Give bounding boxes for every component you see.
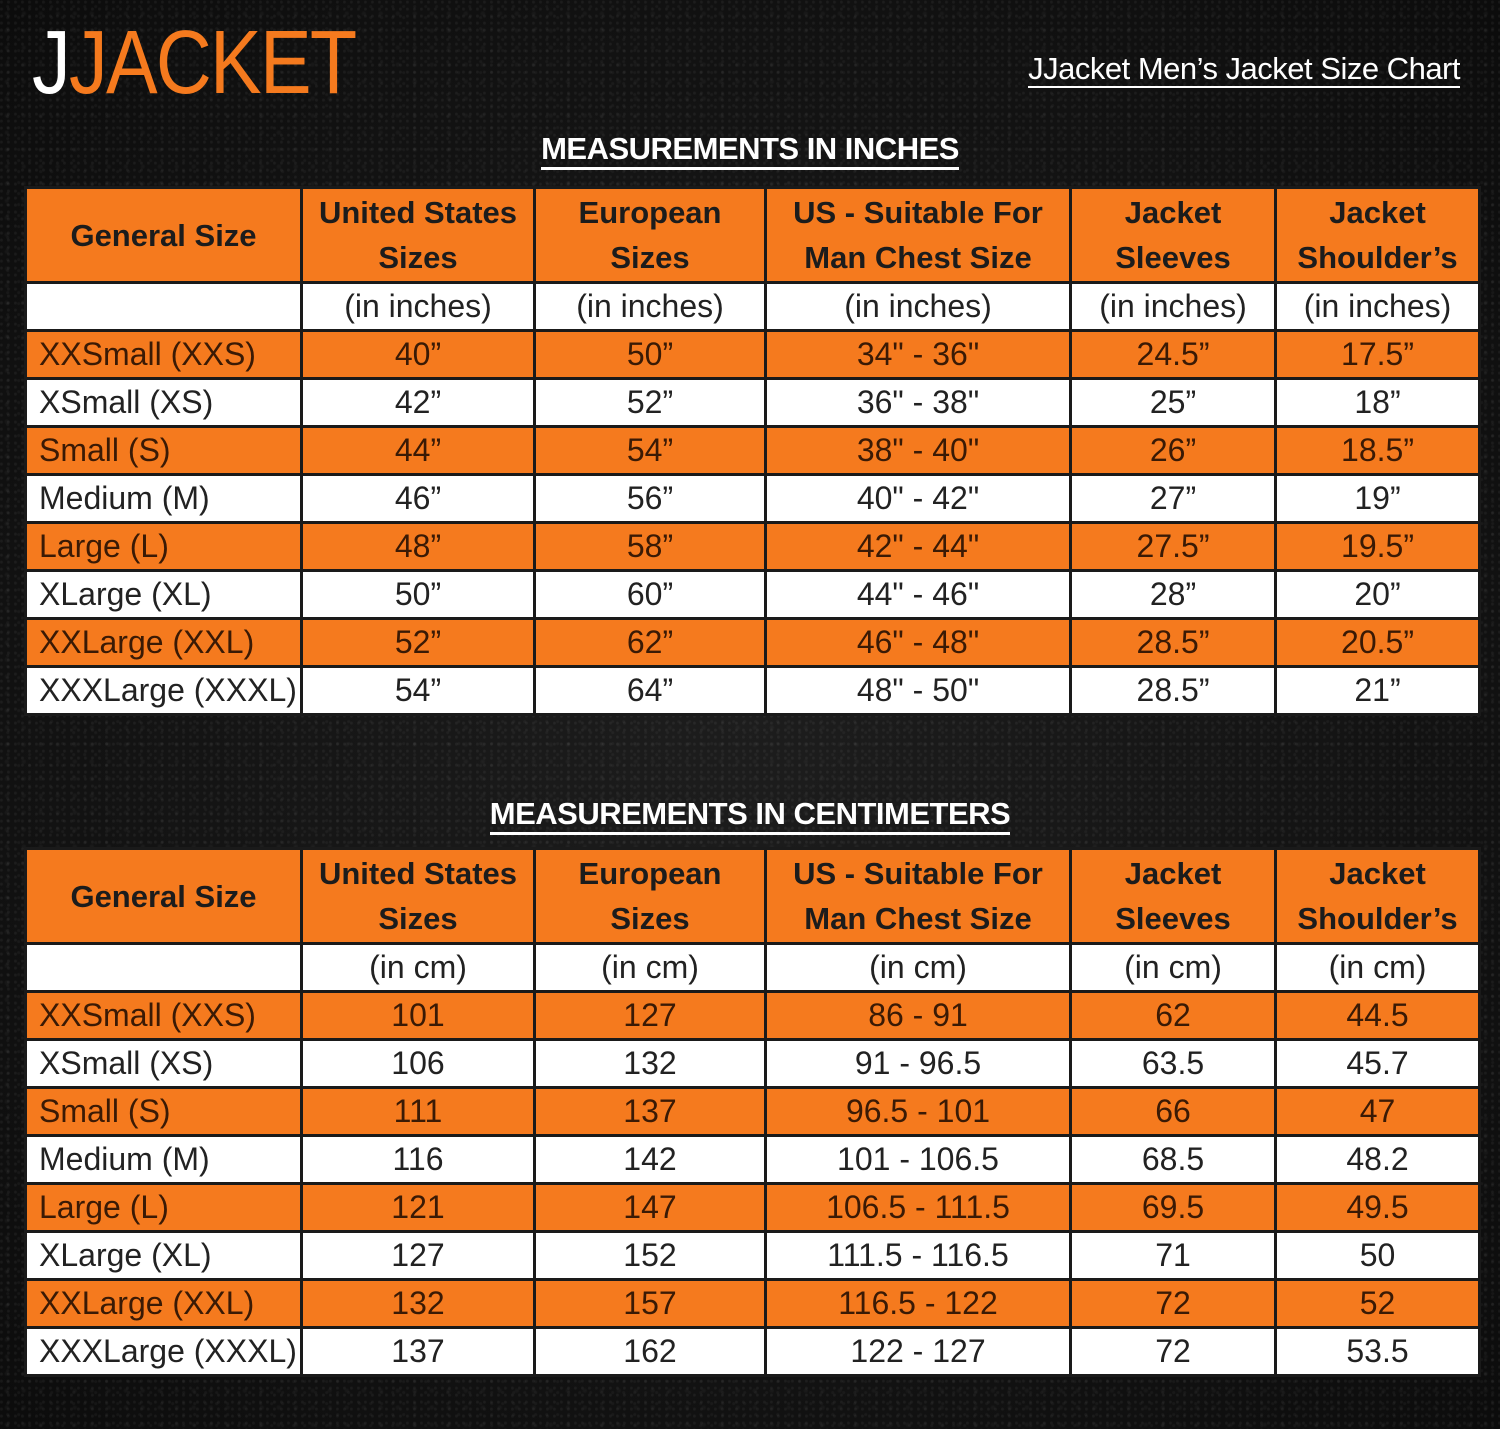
column-header-line-1: US - Suitable For xyxy=(793,856,1043,891)
unit-row xyxy=(26,283,1480,331)
unit-cell: (in cm) xyxy=(535,944,766,992)
unit-cell: (in cm) xyxy=(1071,944,1276,992)
column-header-line-1: General Size xyxy=(70,217,257,253)
column-header-line-2: Man Chest Size xyxy=(804,901,1032,936)
header-row xyxy=(26,188,1480,283)
measurement-cell: 28” xyxy=(1071,571,1276,619)
table-row xyxy=(26,475,1480,523)
measurement-cell: 52” xyxy=(302,619,535,667)
column-header-line-2: Sizes xyxy=(610,240,690,275)
measurement-cell: 48.2 xyxy=(1276,1136,1480,1184)
column-header-line-2: Sizes xyxy=(378,240,458,275)
measurement-cell: 68.5 xyxy=(1071,1136,1276,1184)
size-name-cell: XXXLarge (XXXL) xyxy=(26,667,302,715)
measurement-cell: 20” xyxy=(1276,571,1480,619)
measurement-cell: 48” xyxy=(302,523,535,571)
measurement-cell: 96.5 - 101 xyxy=(766,1088,1071,1136)
measurement-cell: 44.5 xyxy=(1276,992,1480,1040)
table-row xyxy=(26,667,1480,715)
table-row xyxy=(26,1232,1480,1280)
column-header xyxy=(26,849,302,944)
measurement-cell: 66 xyxy=(1071,1088,1276,1136)
size-name-cell: XSmall (XS) xyxy=(26,379,302,427)
measurement-cell: 19” xyxy=(1276,475,1480,523)
column-header-line-2: Shoulder’s xyxy=(1297,901,1458,936)
measurement-cell: 72 xyxy=(1071,1280,1276,1328)
table-row xyxy=(26,331,1480,379)
unit-row xyxy=(26,944,1480,992)
measurement-cell: 62 xyxy=(1071,992,1276,1040)
measurement-cell: 52 xyxy=(1276,1280,1480,1328)
unit-cell: (in inches) xyxy=(302,283,535,331)
measurement-cell: 54” xyxy=(535,427,766,475)
measurement-cell: 62” xyxy=(535,619,766,667)
measurement-cell: 26” xyxy=(1071,427,1276,475)
measurement-cell: 111 xyxy=(302,1088,535,1136)
measurement-cell: 91 - 96.5 xyxy=(766,1040,1071,1088)
measurement-cell: 116 xyxy=(302,1136,535,1184)
measurement-cell: 50 xyxy=(1276,1232,1480,1280)
measurement-cell: 20.5” xyxy=(1276,619,1480,667)
measurement-cell: 53.5 xyxy=(1276,1328,1480,1376)
column-header-line-2: Sleeves xyxy=(1115,240,1231,275)
measurement-cell: 46" - 48" xyxy=(766,619,1071,667)
column-header-line-1: United States xyxy=(318,856,518,891)
measurement-cell: 157 xyxy=(535,1280,766,1328)
measurement-cell: 58” xyxy=(535,523,766,571)
size-name-cell: Medium (M) xyxy=(26,1136,302,1184)
cm-heading-text: MEASUREMENTS IN CENTIMETERS xyxy=(490,796,1010,835)
column-header-line-1: European xyxy=(578,195,722,230)
measurement-cell: 122 - 127 xyxy=(766,1328,1071,1376)
size-name-cell: XXXLarge (XXXL) xyxy=(26,1328,302,1376)
measurement-cell: 45.7 xyxy=(1276,1040,1480,1088)
table-row xyxy=(26,1088,1480,1136)
column-header-line-1: General Size xyxy=(70,878,257,914)
measurement-cell: 147 xyxy=(535,1184,766,1232)
measurement-cell: 36" - 38" xyxy=(766,379,1071,427)
measurement-cell: 72 xyxy=(1071,1328,1276,1376)
measurement-cell: 21” xyxy=(1276,667,1480,715)
inches-size-table xyxy=(24,186,1481,716)
unit-cell: (in cm) xyxy=(1276,944,1480,992)
measurement-cell: 40” xyxy=(302,331,535,379)
column-header xyxy=(302,188,535,283)
measurement-cell: 18” xyxy=(1276,379,1480,427)
inches-section-heading xyxy=(0,131,1500,167)
column-header xyxy=(26,188,302,283)
measurement-cell: 101 xyxy=(302,992,535,1040)
table-row xyxy=(26,1040,1480,1088)
measurement-cell: 132 xyxy=(302,1280,535,1328)
header-row xyxy=(26,849,1480,944)
column-header xyxy=(535,188,766,283)
table-row xyxy=(26,1136,1480,1184)
measurement-cell: 111.5 - 116.5 xyxy=(766,1232,1071,1280)
column-header-line-1: Jacket xyxy=(1329,195,1426,230)
measurement-cell: 60” xyxy=(535,571,766,619)
column-header xyxy=(535,849,766,944)
table-row xyxy=(26,1280,1480,1328)
unit-cell-empty xyxy=(26,944,302,992)
measurement-cell: 54” xyxy=(302,667,535,715)
column-header xyxy=(766,849,1071,944)
column-header xyxy=(766,188,1071,283)
measurement-cell: 48" - 50" xyxy=(766,667,1071,715)
unit-cell: (in cm) xyxy=(302,944,535,992)
column-header xyxy=(302,849,535,944)
unit-cell-empty xyxy=(26,283,302,331)
measurement-cell: 27” xyxy=(1071,475,1276,523)
column-header-line-2: Man Chest Size xyxy=(804,240,1032,275)
measurement-cell: 132 xyxy=(535,1040,766,1088)
measurement-cell: 56” xyxy=(535,475,766,523)
size-name-cell: Small (S) xyxy=(26,1088,302,1136)
measurement-cell: 24.5” xyxy=(1071,331,1276,379)
measurement-cell: 52” xyxy=(535,379,766,427)
measurement-cell: 28.5” xyxy=(1071,667,1276,715)
measurement-cell: 34" - 36" xyxy=(766,331,1071,379)
table-row xyxy=(26,619,1480,667)
measurement-cell: 162 xyxy=(535,1328,766,1376)
measurement-cell: 47 xyxy=(1276,1088,1480,1136)
measurement-cell: 127 xyxy=(302,1232,535,1280)
table-row xyxy=(26,523,1480,571)
measurement-cell: 44” xyxy=(302,427,535,475)
measurement-cell: 116.5 - 122 xyxy=(766,1280,1071,1328)
measurement-cell: 152 xyxy=(535,1232,766,1280)
column-header-line-1: Jacket xyxy=(1124,856,1222,891)
measurement-cell: 44" - 46" xyxy=(766,571,1071,619)
measurement-cell: 40" - 42" xyxy=(766,475,1071,523)
column-header-line-1: United States xyxy=(318,195,518,230)
measurement-cell: 27.5” xyxy=(1071,523,1276,571)
measurement-cell: 25” xyxy=(1071,379,1276,427)
measurement-cell: 121 xyxy=(302,1184,535,1232)
column-header xyxy=(1071,849,1276,944)
measurement-cell: 106 xyxy=(302,1040,535,1088)
size-name-cell: Small (S) xyxy=(26,427,302,475)
table-row xyxy=(26,1328,1480,1376)
measurement-cell: 28.5” xyxy=(1071,619,1276,667)
unit-cell: (in cm) xyxy=(766,944,1071,992)
table-row xyxy=(26,992,1480,1040)
logo-part-1: J xyxy=(32,13,69,113)
column-header-line-1: Jacket xyxy=(1124,195,1222,230)
measurement-cell: 101 - 106.5 xyxy=(766,1136,1071,1184)
unit-cell: (in inches) xyxy=(535,283,766,331)
cm-section-heading xyxy=(0,796,1500,832)
unit-cell: (in inches) xyxy=(1071,283,1276,331)
cm-size-table xyxy=(24,847,1481,1377)
measurement-cell: 86 - 91 xyxy=(766,992,1071,1040)
measurement-cell: 69.5 xyxy=(1071,1184,1276,1232)
column-header xyxy=(1276,849,1480,944)
measurement-cell: 50” xyxy=(535,331,766,379)
measurement-cell: 42" - 44" xyxy=(766,523,1071,571)
measurement-cell: 137 xyxy=(535,1088,766,1136)
chart-title: JJacket Men’s Jacket Size Chart xyxy=(1028,51,1460,86)
size-name-cell: Large (L) xyxy=(26,1184,302,1232)
measurement-cell: 18.5” xyxy=(1276,427,1480,475)
size-name-cell: Medium (M) xyxy=(26,475,302,523)
size-name-cell: XSmall (XS) xyxy=(26,1040,302,1088)
measurement-cell: 19.5” xyxy=(1276,523,1480,571)
unit-cell: (in inches) xyxy=(766,283,1071,331)
size-name-cell: XXLarge (XXL) xyxy=(26,1280,302,1328)
size-name-cell: XXSmall (XXS) xyxy=(26,331,302,379)
column-header xyxy=(1071,188,1276,283)
measurement-cell: 17.5” xyxy=(1276,331,1480,379)
column-header xyxy=(1276,188,1480,283)
measurement-cell: 64” xyxy=(535,667,766,715)
measurement-cell: 46” xyxy=(302,475,535,523)
column-header-line-2: Sizes xyxy=(610,901,690,936)
measurement-cell: 137 xyxy=(302,1328,535,1376)
size-name-cell: XXLarge (XXL) xyxy=(26,619,302,667)
column-header-line-2: Sizes xyxy=(378,901,458,936)
size-name-cell: Large (L) xyxy=(26,523,302,571)
column-header-line-1: Jacket xyxy=(1329,856,1426,891)
measurement-cell: 38" - 40" xyxy=(766,427,1071,475)
brand-logo xyxy=(32,13,356,113)
size-name-cell: XXSmall (XXS) xyxy=(26,992,302,1040)
table-row xyxy=(26,1184,1480,1232)
table-row xyxy=(26,379,1480,427)
measurement-cell: 71 xyxy=(1071,1232,1276,1280)
column-header-line-2: Shoulder’s xyxy=(1297,240,1458,275)
measurement-cell: 142 xyxy=(535,1136,766,1184)
column-header-line-1: US - Suitable For xyxy=(793,195,1043,230)
column-header-line-2: Sleeves xyxy=(1115,901,1231,936)
measurement-cell: 42” xyxy=(302,379,535,427)
logo-part-2: JACKET xyxy=(68,13,356,113)
measurement-cell: 49.5 xyxy=(1276,1184,1480,1232)
table-row xyxy=(26,427,1480,475)
measurement-cell: 106.5 - 111.5 xyxy=(766,1184,1071,1232)
inches-heading-text: MEASUREMENTS IN INCHES xyxy=(541,131,959,170)
size-name-cell: XLarge (XL) xyxy=(26,571,302,619)
measurement-cell: 127 xyxy=(535,992,766,1040)
measurement-cell: 50” xyxy=(302,571,535,619)
size-name-cell: XLarge (XL) xyxy=(26,1232,302,1280)
measurement-cell: 63.5 xyxy=(1071,1040,1276,1088)
table-row xyxy=(26,571,1480,619)
column-header-line-1: European xyxy=(578,856,722,891)
unit-cell: (in inches) xyxy=(1276,283,1480,331)
